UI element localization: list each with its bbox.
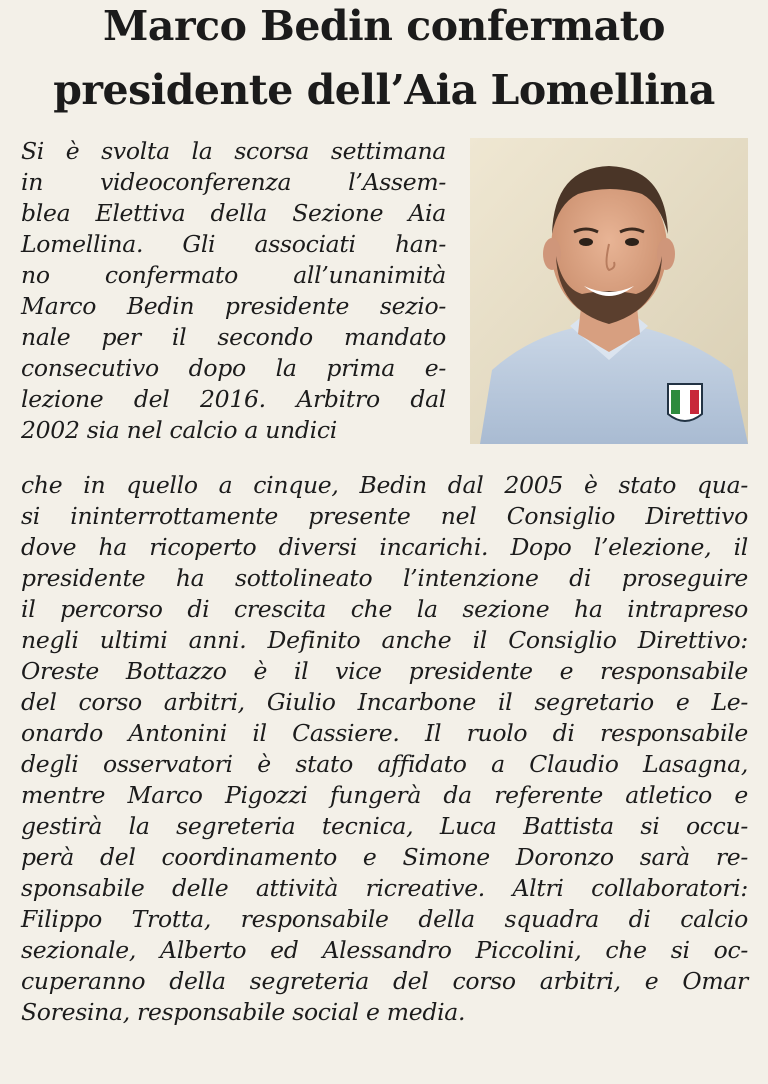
body-line: cuperanno della segreteria del corso arbitri, e Omar (21, 967, 748, 995)
body-line: perà del coordinamento e Simone Doronzo sarà re- (21, 843, 748, 871)
body-line: Soresina, responsabile social e media. (21, 998, 466, 1026)
body-line: Marco Bedin presidente sezio- (21, 292, 446, 320)
body-line: che in quello a cinque, Bedin dal 2005 è stato qua- (21, 471, 748, 499)
body-line: Lomellina. Gli associati han- (21, 230, 446, 258)
body-line: onardo Antonini il Cassiere. Il ruolo di responsabile (21, 719, 748, 747)
headline-line-1: Marco Bedin confermato (103, 2, 665, 50)
body-line: Filippo Trotta, responsabile della squadra di calcio (21, 905, 748, 933)
body-line: mentre Marco Pigozzi fungerà da referente atletico e (21, 781, 748, 809)
body-line: no confermato all’unanimità (21, 261, 446, 289)
body-line: del corso arbitri, Giulio Incarbone il segretario e Le- (21, 688, 748, 716)
body-line: degli osservatori è stato affidato a Claudio Lasagna, (21, 750, 748, 778)
body-line: lezione del 2016. Arbitro dal (21, 385, 446, 413)
body-line: presidente ha sottolineato l’intenzione di proseguire (21, 564, 748, 592)
body-line: 2002 sia nel calcio a undici (21, 416, 337, 444)
body-line: negli ultimi anni. Definito anche il Consiglio Direttivo: (21, 626, 748, 654)
portrait-photo (470, 138, 748, 444)
body-line: si ininterrottamente presente nel Consiglio Direttivo (21, 502, 748, 530)
body-line: sezionale, Alberto ed Alessandro Piccolini, che si oc- (21, 936, 748, 964)
body-line: in videoconferenza l’Assem- (21, 168, 446, 196)
italian-badge-icon (668, 384, 702, 421)
headline-line-2: presidente dell’Aia Lomellina (53, 66, 715, 114)
body-line: nale per il secondo mandato (21, 323, 446, 351)
body-line: Oreste Bottazzo è il vice presidente e responsabile (21, 657, 748, 685)
body-line: Si è svolta la scorsa settimana (21, 137, 446, 165)
body-line: dove ha ricoperto diversi incarichi. Dopo l’elezione, il (21, 533, 748, 561)
body-line: consecutivo dopo la prima e- (21, 354, 446, 382)
body-line: gestirà la segreteria tecnica, Luca Battista si occu- (21, 812, 748, 840)
body-line: il percorso di crescita che la sezione ha intrapreso (21, 595, 748, 623)
body-line: sponsabile delle attività ricreative. Altri collaboratori: (21, 874, 748, 902)
body-line: blea Elettiva della Sezione Aia (21, 199, 446, 227)
